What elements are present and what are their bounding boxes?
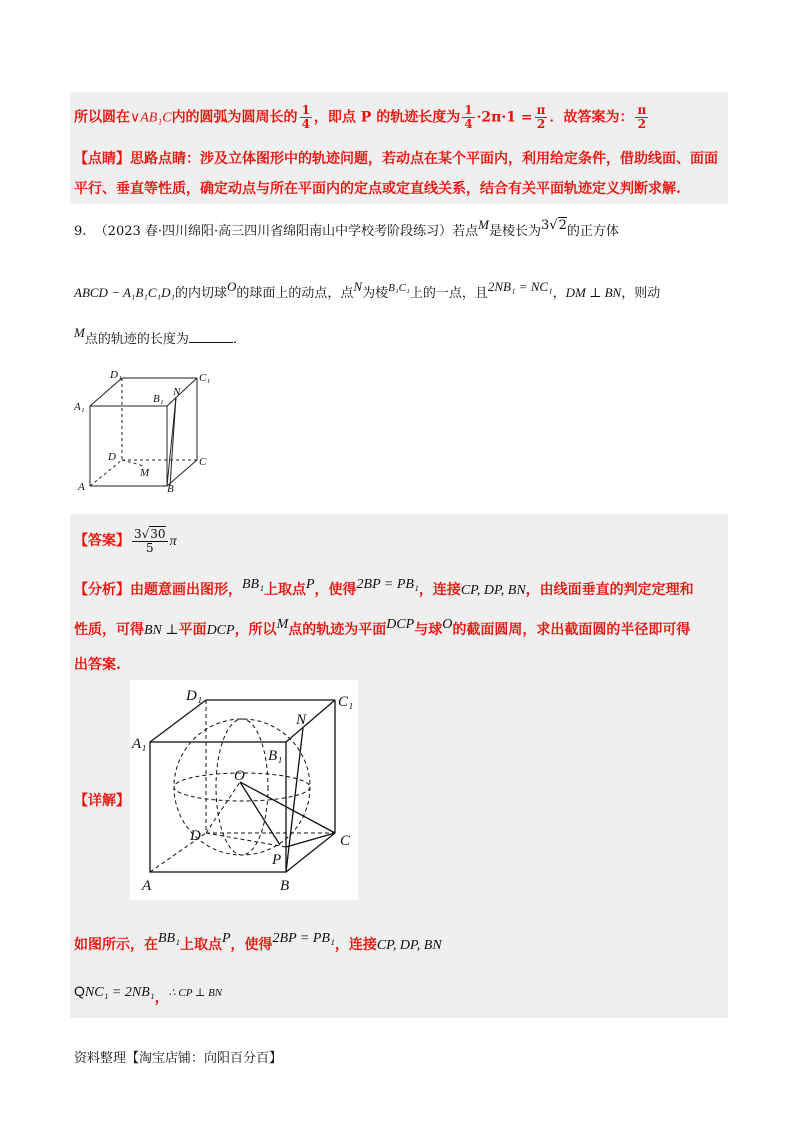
answer-label: 【答案】 <box>74 533 130 549</box>
dianjing-label: 【点睛】 <box>74 151 130 167</box>
edge-b1c1 <box>286 700 335 742</box>
footer-source: 资料整理【淘宝店铺：向阳百分百】 <box>74 1051 283 1066</box>
detail-line-1: 如图所示，在BB₁上取点P，使得2BP = PB₁，连接CP, DP, BN <box>74 931 442 953</box>
edge-b1c1 <box>167 378 197 406</box>
label-D: D <box>108 451 116 463</box>
question-cube-figure <box>70 364 220 496</box>
detail-label: 【详解】 <box>74 793 130 809</box>
label-B1: B₁ <box>268 748 283 764</box>
question-number: 9. <box>74 224 87 239</box>
label-P: P <box>272 852 282 868</box>
label-C1: C₁ <box>199 372 211 384</box>
label-C: C <box>340 833 351 849</box>
segment-pc <box>286 833 335 847</box>
label-O: O <box>234 768 245 784</box>
label-N: N <box>296 712 307 728</box>
analysis-line-1: 【分析】由题意画出图形，BB₁上取点P，使得2BP = PB₁，连接CP, DP, BN，由线面垂直的判定定理和 <box>74 577 694 598</box>
sphere-meridian <box>216 719 268 855</box>
answer-blank <box>189 330 233 343</box>
question-line-2: ABCD − A₁B₁C₁D₁的内切球O的球面上的动点，点N为棱$^{B_1C_1}$上的一点，且2NB₁ = NC₁，DM ⊥ BN，则动 <box>74 279 661 301</box>
segment-bn-2 <box>170 397 176 486</box>
analysis-line-2: 性质，可得BN ⊥平面DCP，所以M点的轨迹为平面DCP与球O的截面圆周，求出截面圆的半径即可得 <box>74 617 691 638</box>
question-line-3: M点的轨迹的长度为 . <box>74 325 237 347</box>
label-C: C <box>199 456 207 468</box>
edge-bc <box>286 833 335 872</box>
dianjing-line-2: 平行、垂直等性质，确定动点与所在平面内的定点或定直线关系，结合有关平面轨迹定义判断求解. <box>74 181 681 197</box>
solution-cube-figure <box>130 680 358 900</box>
label-D: D <box>190 828 201 844</box>
label-B1: B₁ <box>153 393 164 405</box>
label-A: A <box>78 481 85 493</box>
hidden-edge-ad <box>90 460 122 486</box>
label-A1: A₁ <box>132 736 147 752</box>
label-B: B <box>167 483 174 495</box>
hidden-segment-do <box>206 782 240 833</box>
hidden-segment-dm <box>122 460 144 466</box>
label-N: N <box>173 386 181 398</box>
dianjing-line-1: 【点睛】思路点睛：涉及立体图形中的轨迹问题，若动点在某个平面内，利用给定条件，借助线面、面面 <box>74 151 718 167</box>
detail-line-2: QNC₁ = 2NB₁，∴ CP ⊥ BN <box>74 983 223 1006</box>
segment-bn <box>286 728 303 872</box>
label-M: M <box>140 467 150 479</box>
edge-a1d1 <box>90 378 122 406</box>
label-D1: D₁ <box>110 369 122 381</box>
top-conclusion-line: 所以圆在∨AB₁C内的圆弧为圆周长的 $\frac{1}{4}$ ，即点 P 的轨迹长度为 $\frac{1}{4}$ ·2π·1 = $\frac{\pi}{2}$ ．故答案为： $\frac{\pi}{2}$ <box>74 103 647 131</box>
analysis-label: 【分析】 <box>74 582 130 598</box>
analysis-line-3: 出答案. <box>74 657 121 673</box>
answer-line: 【答案】 $\frac{3√30}{5}$ π <box>74 526 177 555</box>
label-C1: C₁ <box>338 694 354 710</box>
label-B: B <box>280 878 290 894</box>
label-D1: D₁ <box>186 688 203 704</box>
label-A: A <box>142 878 152 894</box>
label-A1: A₁ <box>74 401 85 413</box>
front-face <box>150 742 286 872</box>
question-line-1: 9. （2023 春·四川绵阳·高三四川省绵阳南山中学校考阶段练习）若点M是棱长为3√2的正方体 <box>74 217 619 239</box>
segment-oc <box>240 782 335 833</box>
edge-a1d1 <box>150 700 206 742</box>
